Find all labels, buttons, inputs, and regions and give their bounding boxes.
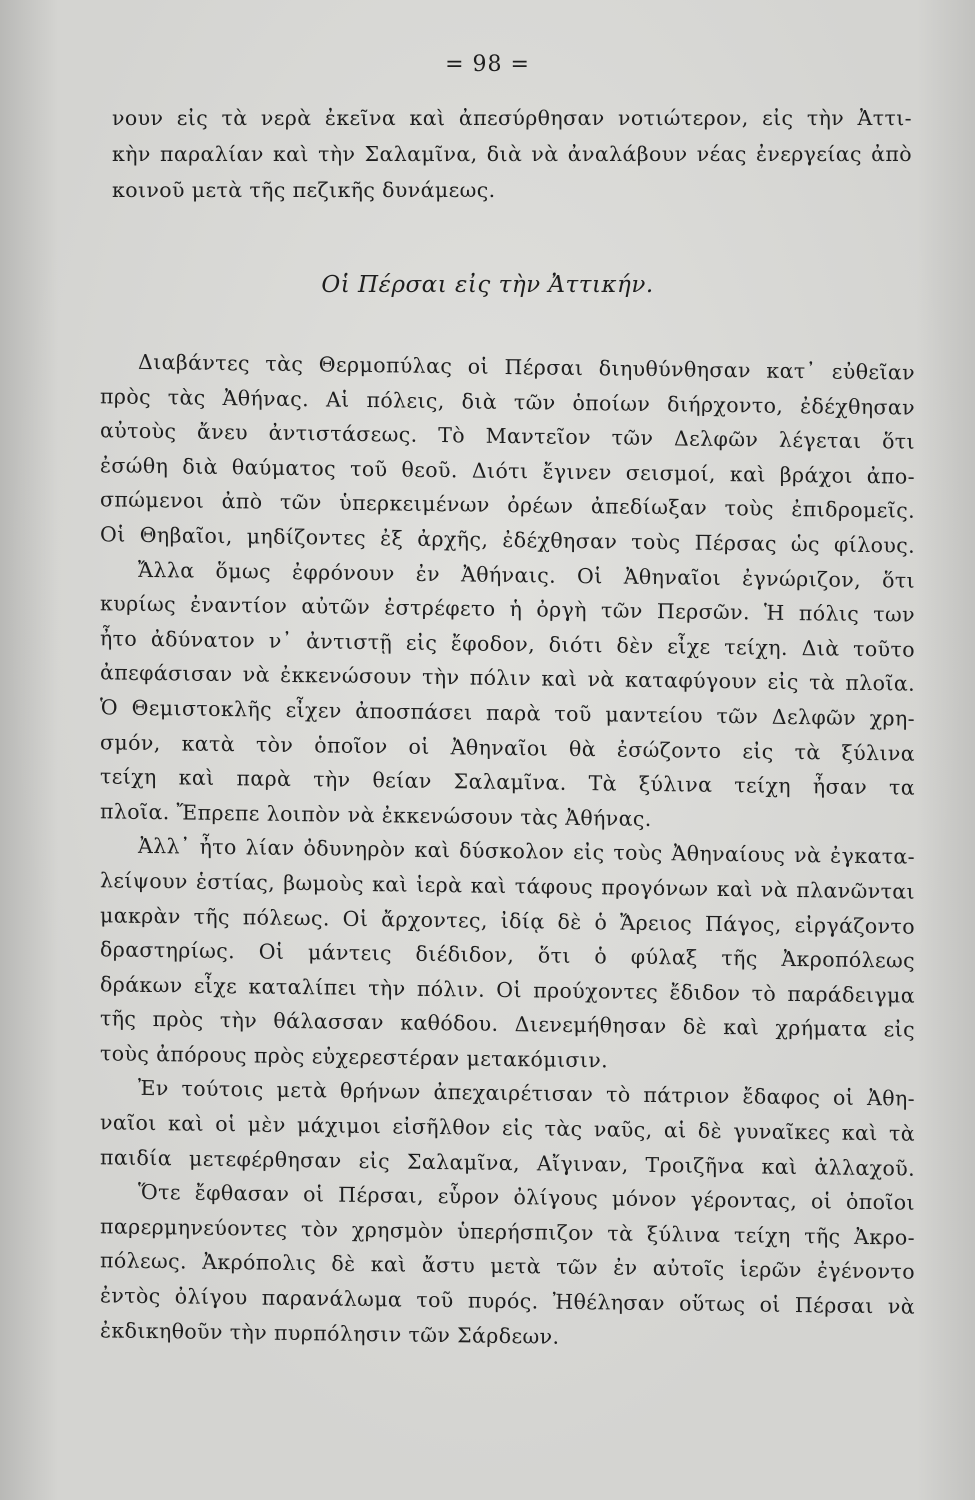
text-line: Ἄλλα ὅμως ἐφρόνουν ἐν Ἀθήναις. Οἱ Ἀθηναῖοι ἐγνώριζον, ὅτι: [138, 557, 915, 593]
text-line: ἐντὸς ὀλίγου παρανάλωμα τοῦ πυρός. Ἠθέλησαν οὕτως οἱ Πέρσαι νὰ: [100, 1283, 915, 1319]
text-line: κυρίως ἐναντίον αὐτῶν ἐστρέφετο ἡ ὀργὴ τῶν Περσῶν. Ἡ πόλις των: [100, 591, 915, 627]
text-line: λείψουν ἑστίας, βωμοὺς καὶ ἱερὰ καὶ τάφους προγόνων καὶ νὰ πλανῶνται: [100, 868, 915, 904]
body-text: [100, 350, 915, 1353]
text-line: Ὅτε ἔφθασαν οἱ Πέρσαι, εὗρον ὀλίγους μόνον γέροντας, οἱ ὁποῖοι: [138, 1180, 915, 1215]
text-line: ἐσώθη διὰ θαύματος τοῦ θεοῦ. Διότι ἔγινεν σεισμοί, καὶ βράχοι ἀπο-: [100, 453, 915, 489]
text-line: δράκων εἶχε καταλίπει τὴν πόλιν. Οἱ προύχοντες ἔδιδον τὸ παράδειγμα: [100, 971, 915, 1008]
text-line: κὴν παραλίαν καὶ τὴν Σαλαμῖνα, διὰ νὰ ἀναλάβουν νέας ἐνεργείας ἀπὸ: [112, 142, 912, 166]
text-line: ἀπεφάσισαν νὰ ἐκκενώσουν τὴν πόλιν καὶ νὰ καταφύγουν εἰς τὰ πλοῖα.: [100, 660, 915, 697]
text-line: τῆς πρὸς τὴν θάλασσαν καθόδου. Διενεμήθησαν δὲ καὶ χρήματα εἰς: [100, 1006, 915, 1042]
text-line: νουν εἰς τὰ νερὰ ἐκεῖνα καὶ ἀπεσύρθησαν νοτιώτερον, εἰς τὴν Ἀττι-: [112, 106, 912, 130]
text-line: πόλεως. Ἀκρόπολις δὲ καὶ ἄστυ μετὰ τῶν ἐν αὐτοῖς ἱερῶν ἐγένοντο: [100, 1248, 915, 1285]
text-line: παρερμηνεύοντες τὸν χρησμὸν ὑπερήσπιζον τὰ ξύλινα τείχη τῆς Ἀκρο-: [100, 1214, 915, 1250]
text-line: πλοῖα. Ἔπρεπε λοιπὸν νὰ ἐκκενώσουν τὰς Ἀθήνας.: [100, 799, 652, 831]
text-line: κοινοῦ μετὰ τῆς πεζικῆς δυνάμεως.: [112, 178, 496, 202]
text-line: ναῖοι καὶ οἱ μὲν μάχιμοι εἰσῆλθον εἰς τὰς ναῦς, αἱ δὲ γυναῖκες καὶ τὰ: [100, 1110, 915, 1146]
page-number: = 98 =: [445, 52, 530, 77]
text-line: Οἱ Θηβαῖοι, μηδίζοντες ἐξ ἀρχῆς, ἐδέχθησαν τοὺς Πέρσας ὡς φίλους.: [100, 522, 915, 558]
text-line: Ἀλλ᾽ ἦτο λίαν ὀδυνηρὸν καὶ δύσκολον εἰς τοὺς Ἀθηναίους νὰ ἐγκατα-: [138, 834, 915, 870]
section-title: Οἱ Πέρσαι εἰς τὴν Ἀττικήν.: [321, 272, 654, 298]
text-line: ἦτο ἀδύνατον ν᾽ ἀντιστῇ εἰς ἔφοδον, διότι δὲν εἶχε τείχη. Διὰ τοῦτο: [100, 626, 915, 662]
text-line: σπώμενοι ἀπὸ τῶν ὑπερκειμένων ὀρέων ἀπεδίωξαν τοὺς ἐπιδρομεῖς.: [100, 487, 915, 524]
text-line: Ὁ Θεμιστοκλῆς εἶχεν ἀποσπάσει παρὰ τοῦ μαντείου τῶν Δελφῶν χρη-: [100, 695, 915, 731]
text-line: δραστηρίως. Οἱ μάντεις διέδιδον, ὅτι ὁ φύλαξ τῆς Ἀκροπόλεως: [100, 937, 915, 973]
text-line: παιδία μετεφέρθησαν εἰς Σαλαμῖνα, Αἴγιναν, Τροιζῆνα καὶ ἀλλαχοῦ.: [100, 1144, 915, 1181]
text-line: Διαβάντες τὰς Θερμοπύλας οἱ Πέρσαι διηυθύνθησαν κατ᾽ εὐθεῖαν: [138, 349, 915, 385]
text-line: αὐτοὺς ἄνευ ἀντιστάσεως. Τὸ Μαντεῖον τῶν Δελφῶν λέγεται ὅτι: [100, 418, 915, 454]
text-line: ἐκδικηθοῦν τὴν πυρπόλησιν τῶν Σάρδεων.: [100, 1317, 560, 1349]
text-line: μακρὰν τῆς πόλεως. Οἱ ἄρχοντες, ἰδίᾳ δὲ ὁ Ἄρειος Πάγος, εἰργάζοντο: [100, 902, 915, 939]
text-line: πρὸς τὰς Ἀθήνας. Αἱ πόλεις, διὰ τῶν ὁποίων διήρχοντο, ἐδέχθησαν: [100, 383, 915, 420]
text-line: τοὺς ἀπόρους πρὸς εὐχερεστέραν μετακόμισιν.: [100, 1041, 608, 1073]
text-line: Ἐν τούτοις μετὰ θρήνων ἀπεχαιρέτισαν τὸ πάτριον ἔδαφος οἱ Ἀθη-: [138, 1076, 915, 1112]
text-line: σμόν, κατὰ τὸν ὁποῖον οἱ Ἀθηναῖοι θὰ ἐσώζοντο εἰς τὰ ξύλινα: [100, 729, 915, 766]
opening-paragraph: [112, 100, 912, 208]
text-line: τείχη καὶ παρὰ τὴν θείαν Σαλαμῖνα. Τὰ ξύλινα τείχη ἦσαν τα: [100, 764, 915, 800]
